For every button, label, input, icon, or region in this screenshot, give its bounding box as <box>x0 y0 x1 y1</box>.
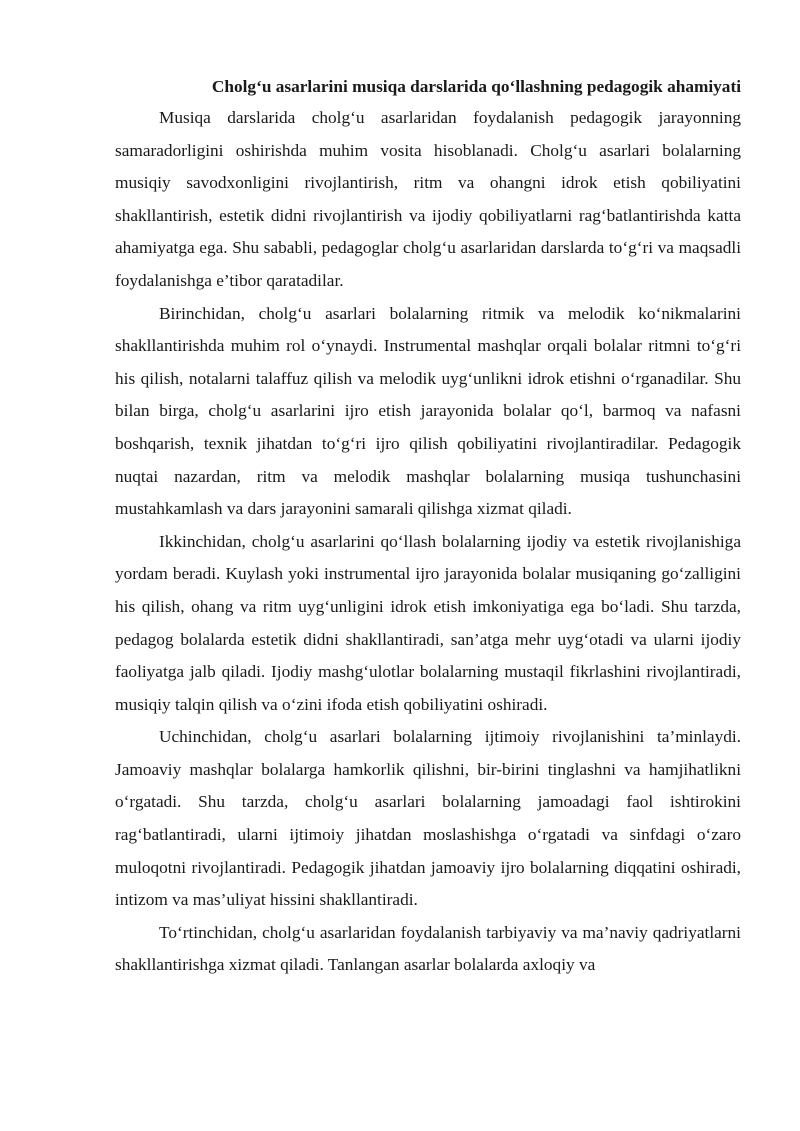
paragraph-second: Ikkinchidan, cholg‘u asarlarini qo‘llash bolalarning ijodiy va estetik rivojlanishiga yordam beradi. Kuylash yoki instrumental ijro jarayonida bolalar musiqaning go‘zalligini his qilish, ohang va ritm uyg‘unligini idrok etish imkoniyatiga ega bo‘ladi. Shu tarzda, pedagog bolalarda estetik didni shakllantiradi, san’atga mehr uyg‘otadi va ularni ijodiy faoliyatga jalb qiladi. Ijodiy mashg‘ulotlar bolalarning mustaqil fikrlashini rivojlantiradi, musiqiy talqin qilish va o‘zini ifoda etish qobiliyatini oshiradi. <box>115 531 741 714</box>
document-title: Cholg‘u asarlarini musiqa darslarida qo‘llashning pedagogik ahamiyati <box>211 77 741 96</box>
paragraph-fourth: To‘rtinchidan, cholg‘u asarlaridan foydalanish tarbiyaviy va ma’naviy qadriyatlarni shakllantirishga xizmat qiladi. Tanlangan asarlar bolalarda axloqiy va <box>115 922 741 975</box>
paragraph-first: Birinchidan, cholg‘u asarlari bolalarning ritmik va melodik ko‘nikmalarini shakllantirishda muhim rol o‘ynaydi. Instrumental mashqlar orqali bolalar ritmni to‘g‘ri his qilish, notalarni talaffuz qilish va melodik uyg‘unlikni idrok etishni o‘rganadilar. Shu bilan birga, cholg‘u asarlarini ijro etish jarayonida bolalar qo‘l, barmoq va nafasni boshqarish, texnik jihatdan to‘g‘ri ijro qilish qobiliyatini rivojlantiradilar. Pedagogik nuqtai nazardan, ritm va melodik mashqlar bolalarning musiqa tushunchasini mustahkamlash va dars jarayonini samarali qilishga xizmat qiladi. <box>115 303 741 519</box>
document-page <box>115 72 741 982</box>
paragraph-intro: Musiqa darslarida cholg‘u asarlaridan foydalanish pedagogik jarayonning samaradorligini oshirishda muhim vosita hisoblanadi. Cholg‘u asarlari bolalarning musiqiy savodxonligini rivojlantirish, ritm va ohangni idrok etish qobiliyatini shakllantirish, estetik didni rivojlantirish va ijodiy qobiliyatlarni rag‘batlantirishda katta ahamiyatga ega. Shu sababli, pedagoglar cholg‘u asarlaridan darslarda to‘g‘ri va maqsadli foydalanishga e’tibor qaratadilar. <box>115 108 741 290</box>
paragraph-third: Uchinchidan, cholg‘u asarlari bolalarning ijtimoiy rivojlanishini ta’minlaydi. Jamoaviy mashqlar bolalarga hamkorlik qilishni, bir-birini tinglashni va hamjihatlikni o‘rgatadi. Shu tarzda, cholg‘u asarlari bolalarning jamoadagi faol ishtirokini rag‘batlantiradi, ularni ijtimoiy jihatdan moslashishga o‘rgatadi va sinfdagi o‘zaro muloqotni rivojlantiradi. Pedagogik jihatdan jamoaviy ijro bolalarning diqqatini oshiradi, intizom va mas’uliyat hissini shakllantiradi. <box>115 727 741 910</box>
